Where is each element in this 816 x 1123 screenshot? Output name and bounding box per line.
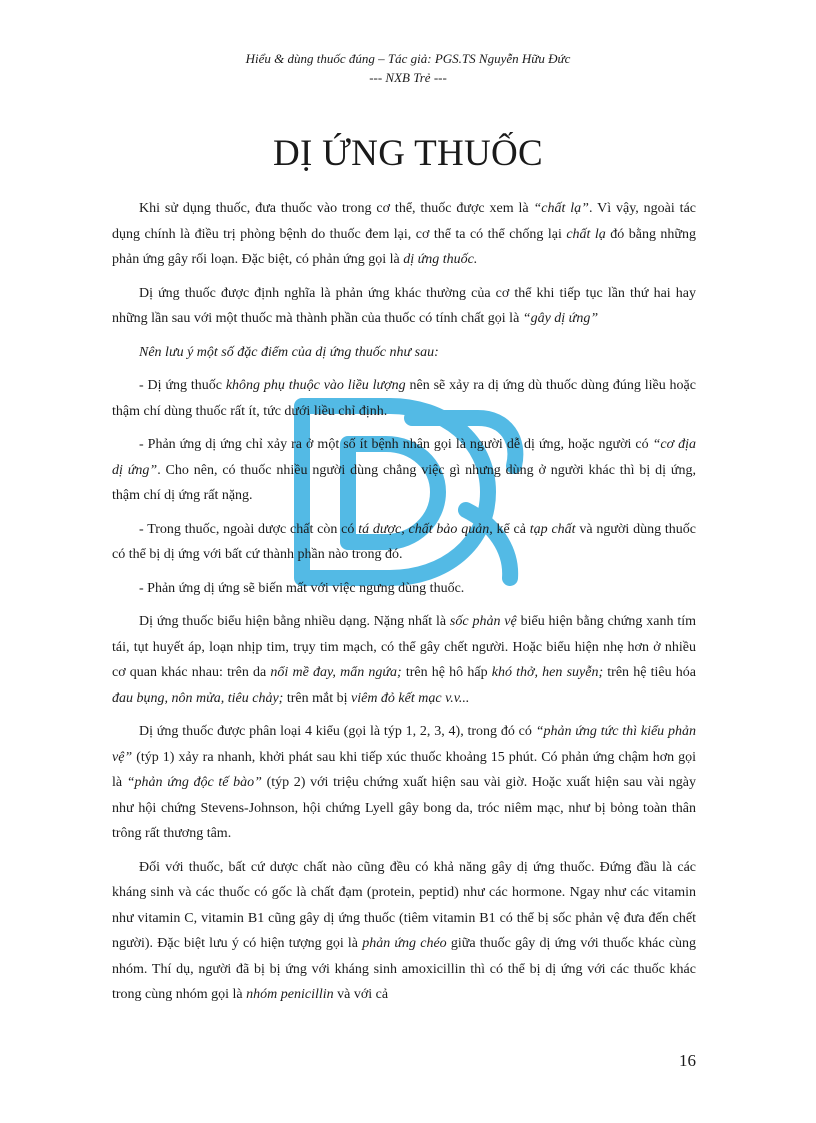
italic-run: “chất lạ” [533,201,589,216]
paragraph [112,281,696,332]
text-run: nên sẽ xảy ra dị ứng dù thuốc dùng đúng liều hoặc thậm chí dùng thuốc rất ít, tức dưới liều chỉ định. [112,378,696,419]
italic-run: viêm đỏ kết mạc v.v... [351,690,470,706]
italic-run: không phụ thuộc vào liều lượng [225,378,406,393]
text-run: - Phản ứng dị ứng sẽ biến mất với việc ngưng dùng thuốc. [139,580,465,596]
text-run: . Cho nên, có thuốc nhiều người dùng chẳng việc gì nhưng dùng ở người khác thì bị dị ứng, thậm chí dị ứng rất nặng. [112,462,697,503]
italic-run: sốc phản vệ [449,614,517,629]
italic-run: “cơ địa dị ứng” [112,437,696,478]
text-run: - Trong thuốc, ngoài dược chất còn có [139,521,359,537]
italic-run: khó thở, hen suyễn; [491,665,604,680]
text-run: Dị ứng thuốc được phân loại 4 kiểu (gọi là týp 1, 2, 3, 4), trong đó có [139,724,536,739]
italic-run: “phản ứng tức thì kiểu phản vệ” [112,724,696,765]
text-run: và với cả [333,987,389,1002]
italic-run: Nên lưu ý một số đặc điểm của dị ứng thuốc như sau: [139,344,439,360]
page-title: DỊ ỨNG THUỐC [272,133,544,174]
running-header [0,49,816,87]
paragraph [112,719,696,847]
text-run: trên hệ hô hấp [401,665,492,680]
text-run: , kể cả [489,521,530,537]
paragraph [112,196,696,273]
italic-run: “gây dị ứng” [522,311,599,326]
text-run: biểu hiện bằng chứng xanh tím tái, tụt huyết áp, loạn nhịp tim, trụy tim mạch, có thể gây chết người. Hoặc biểu hiện nhẹ hơn ở nhiều cơ quan khác nhau: trên da [112,614,696,680]
italic-run: nổi mề đay, mẩn ngứa; [270,665,402,680]
header-line-2: --- NXB Trẻ --- [369,70,447,85]
italic-run: đau bụng, nôn mửa, tiêu chảy; [112,690,284,706]
text-run: và người dùng thuốc có thể bị dị ứng với bất cứ thành phần nào trong đó. [112,521,696,562]
paragraph [112,609,696,711]
italic-run: “phản ứng độc tế bào” [126,775,262,790]
text-run: trên hệ tiêu hóa [603,665,696,680]
italic-run: dị ứng thuốc. [403,252,478,267]
text-run: Dị ứng thuốc biểu hiện bằng nhiều dạng. Nặng nhất là [139,614,450,629]
text-run: đó bằng những phản ứng gây rối loạn. Đặc biệt, có phản ứng gọi là [112,226,697,267]
text-run: Dị ứng thuốc được định nghĩa là phản ứng khác thường của cơ thể khi tiếp tục lần thứ hai hay những lần sau với một thuốc mà thành phần của thuốc có tính chất gọi là [112,285,696,326]
text-run: Đối với thuốc, bất cứ dược chất nào cũng đều có khả năng gây dị ứng thuốc. Đứng đầu là các kháng sinh và các thuốc có gốc là chất đạm (protein, peptid) như các hormone. Ngay như các vitamin như vitamin C, vitamin B1 cũng gây dị ứng thuốc (tiêm vitamin B1 có thể bị sốc phản vệ đưa đến chết người). Đặc biệt lưu ý có hiện tượng gọi là [112,859,696,951]
italic-run: tạp chất [529,521,576,537]
text-run: giữa thuốc gây dị ứng với thuốc khác cùng nhóm. Thí dụ, người đã bị bị ứng với kháng sinh amoxicillin thì có thể bị dị ứng với các thuốc khác trong cùng nhóm gọi là [112,936,696,1002]
text-run: (týp 2) với triệu chứng xuất hiện sau vài giờ. Hoặc xuất hiện sau vài ngày như hội chứng Stevens-Johnson, hội chứng Lyell gây bong da, tróc niêm mạc, như bị bỏng toàn thân trông rất thương tâm. [112,775,696,841]
paragraph [112,432,696,509]
text-run: (týp 1) xảy ra nhanh, khởi phát sau khi tiếp xúc thuốc khoảng 15 phút. Có phản ứng chậm hơn gọi là [112,749,696,790]
paragraph [112,340,696,366]
text-run: - Dị ứng thuốc [139,378,226,393]
text-run: - Phản ứng dị ứng chỉ xảy ra ở một số ít bệnh nhân gọi là người dễ dị ứng, hoặc người có [139,437,653,452]
text-run: . Vì vậy, ngoài tác dụng chính là điều trị phòng bệnh do thuốc đem lại, cơ thể ta có thể chống lại [112,201,696,242]
italic-run: tá dược, chất bảo quản [358,521,490,537]
header-line-1: Hiểu & dùng thuốc đúng – Tác giả: PGS.TS Nguyễn Hữu Đức [245,51,571,66]
paragraph [112,576,696,602]
page-number: 16 [679,1051,696,1070]
text-run: Khi sử dụng thuốc, đưa thuốc vào trong cơ thể, thuốc được xem là [139,201,534,216]
text-run: trên mắt bị [283,690,351,706]
italic-run: nhóm penicillin [246,987,334,1002]
italic-run: phản ứng chéo [362,936,447,951]
body-text [112,196,696,1016]
paragraph [112,517,696,568]
italic-run: chất lạ [566,226,606,242]
paragraph [112,855,696,1008]
paragraph [112,373,696,424]
